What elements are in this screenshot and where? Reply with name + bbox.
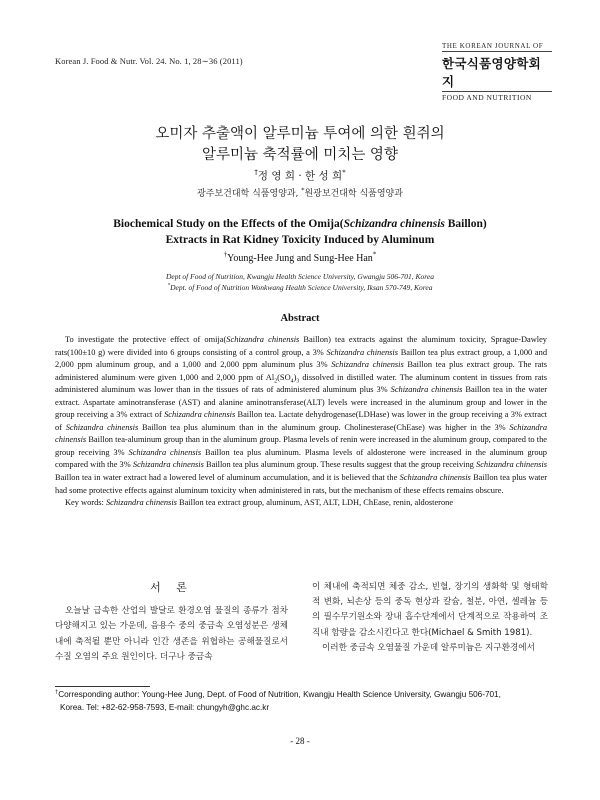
affiliation-mark: *	[167, 282, 171, 289]
abstract-text: Baillon tea in water extract had a lowered level of aluminum accumulation, and it is believed that the	[55, 473, 400, 483]
abstract-text: Baillon tea plus extract group, a 1,000 and 2,000 ppm aluminum group, and a 1,000 and 2,000 ppm aluminum plus 3%	[55, 347, 548, 370]
english-title-line1	[40, 216, 560, 232]
species-name: Schizandra chinensis	[399, 473, 471, 483]
body-paragraph: 이러한 중금속 오염물질 가운데 알루미늄은 지구환경에서	[322, 642, 535, 653]
english-affiliation-2	[0, 282, 600, 293]
journal-citation: Korean J. Food & Nutr. Vol. 24. No. 1, 28∼36 (2011)	[55, 56, 243, 66]
english-affiliation-2-text: Dept. of Food of Nutrition Wonkwang Health Science University, Iksan 570-749, Korea	[170, 283, 433, 292]
english-title-line2: Extracts in Rat Kidney Toxicity Induced by Aluminum	[165, 234, 435, 246]
footnote-line1	[55, 689, 550, 702]
affiliation-mark: *	[372, 250, 377, 259]
abstract-text: dissolved in distilled water. The aluminum content in tissues from rats administered aluminum was lower than in the tissues of rats of administered aluminum plus 3%	[55, 372, 548, 395]
species-name: Schizandra chinensis	[164, 410, 236, 420]
abstract-text: Baillon tea-aluminum group than in the aluminum group. Plasma levels of renin were increased in the aluminum group, compared to the group receiving 3%	[55, 435, 547, 457]
abstract-text: Baillon tea plus aluminum than in the aluminum group. Cholinesterase(ChEase) was higher in the 3%	[138, 422, 510, 432]
english-title	[40, 216, 560, 248]
species-name: Schizandra chinensis	[132, 460, 204, 470]
footnote	[55, 689, 550, 714]
subscript: 3	[296, 378, 300, 385]
species-name: Schizandra chinensis	[390, 385, 463, 395]
korean-authors	[0, 168, 600, 183]
species-name: Schizandra chinensis	[128, 447, 202, 457]
species-name: Schizandra chinensis	[55, 422, 548, 445]
corresponding-mark: †	[223, 250, 228, 259]
abstract-text: Baillon tea. Lactate dehydrogenase(LDHase) was lower in the group receiving a 3% extract of	[55, 410, 547, 432]
species-name: Schizandra chinensis	[105, 498, 177, 508]
korean-title	[0, 124, 600, 166]
korean-affiliations	[0, 186, 600, 199]
abstract-paragraph	[55, 334, 547, 497]
keywords-label: Key words:	[65, 498, 106, 508]
abstract-text: Baillon tea plus aluminum group. These results suggest that the group receiving	[203, 460, 476, 470]
page-number: - 28 -	[290, 736, 310, 746]
footnote-divider	[55, 686, 150, 687]
keywords-list: Baillon tea extract group, aluminum, AST, ALT, LDH, ChEase, renin, aldosterone	[176, 498, 454, 508]
abstract-body	[55, 334, 547, 510]
abstract-text: Baillon tea plus aluminum. Plasma levels of aldosterone were increased in the aluminum group compared with the 3%	[55, 447, 547, 470]
species-name: Schizandra chinensis	[476, 460, 547, 470]
species-name: Schizandra chinensis	[326, 347, 398, 357]
journal-logo-line1: THE KOREAN JOURNAL OF	[442, 42, 552, 52]
subscript: 4	[290, 378, 294, 385]
abstract-text: Baillon) tea extracts against the aluminum toxicity, Sprague-Dawley rats(100±10 g) were divided into 6 groups consisting of a control group, a 3%	[55, 335, 547, 357]
species-name: Schizandra chinensis	[226, 335, 300, 344]
abstract-text: To investigate the protective effect of omija(	[65, 335, 227, 344]
abstract-text: (SO	[277, 372, 291, 382]
journal-logo-line2: 한국식품영양학회지	[442, 52, 552, 92]
korean-affiliation-2: 원광보건대학 식품영양과	[304, 189, 403, 199]
english-author-names: Young-Hee Jung and Sung-Hee Han	[227, 253, 373, 264]
body-column-left	[55, 580, 288, 665]
keywords	[55, 497, 547, 510]
abstract-text: Baillon tea plus extract group. The rats administered aluminum were given 1,000 and 2,000 ppm of Al	[55, 360, 547, 382]
abstract-text: )	[293, 372, 297, 382]
corresponding-mark: †	[55, 689, 59, 696]
body-paragraph: 오늘날 급속한 산업의 발달로 환경오염 물질의 종류가 점차 다양해지고 있는 가운데, 음용수 중의 중금속 오염성분은 생체내에 축적될 뿐만 아니라 인간 생존을 위협하는 공해물질로서 수질 오염의 주요 원인이다. 더구나 중금속	[55, 606, 288, 662]
body-column-right	[312, 580, 548, 656]
title-text: Baillon)	[444, 218, 487, 230]
abstract-text: Baillon tea plus water had some protective effects against aluminum toxicity when administered in rats, but the mechanism of these effects remains obscure.	[55, 473, 548, 495]
footnote-text: Corresponding author: Young-Hee Jung, Dept. of Food of Nutrition, Kwangju Health Science University, Gwangju 506-701,	[58, 690, 501, 699]
abstract-heading: Abstract	[280, 313, 320, 324]
body-paragraph: 이 체내에 축적되면 체중 감소, 빈혈, 장기의 생화학 및 형태학적 변화, 뇌손상 등의 중독 현상과 칼슘, 철분, 아연, 셀레늄 등의 필수무기원소와 장내 흡수단계에서 단계적으로 작용하여 조직내 함량을 감소시킨다고 한다(Michael & Smith 1981).	[312, 582, 548, 638]
english-affiliations	[0, 271, 600, 293]
subscript: 2	[274, 378, 278, 385]
species-name: Schizandra chinensis	[331, 360, 404, 370]
english-affiliation-1: Dept of Food of Nutrition, Kwangju Health Science University, Gwangju 506-701, Korea	[165, 272, 435, 281]
species-name: Schizandra chinensis	[65, 422, 139, 432]
affiliation-mark: *	[342, 167, 346, 177]
affiliation-mark: *	[301, 187, 305, 194]
corresponding-mark: †	[254, 167, 258, 177]
korean-affiliation-1: 광주보건대학 식품영양과,	[197, 189, 302, 199]
korean-title-line1: 오미자 추출액이 알루미늄 투여에 의한 흰쥐의	[155, 126, 445, 142]
journal-logo	[442, 42, 552, 102]
korean-title-line2: 알루미늄 축적률에 미치는 영향	[202, 147, 398, 163]
abstract-text: Baillon tea in the water extract. Aspartate aminotransferase (AST) and alanine aminotransferase(ALT) levels were increased in the aluminum group and lower in the group receiving a 3% extract of	[55, 385, 548, 420]
journal-logo-line3: FOOD AND NUTRITION	[442, 93, 532, 102]
section-heading-introduction: 서 론	[150, 581, 193, 594]
english-authors	[0, 250, 600, 264]
title-species: Schizandra chinensis	[343, 218, 445, 230]
title-text: Biochemical Study on the Effects of the Omija(	[113, 218, 344, 230]
korean-author-names: 정 영 희 · 한 성 희	[257, 170, 343, 182]
footnote-line2: Korea. Tel: +82-62-958-7593, E-mail: chungyh@ghc.ac.kr	[60, 702, 270, 712]
